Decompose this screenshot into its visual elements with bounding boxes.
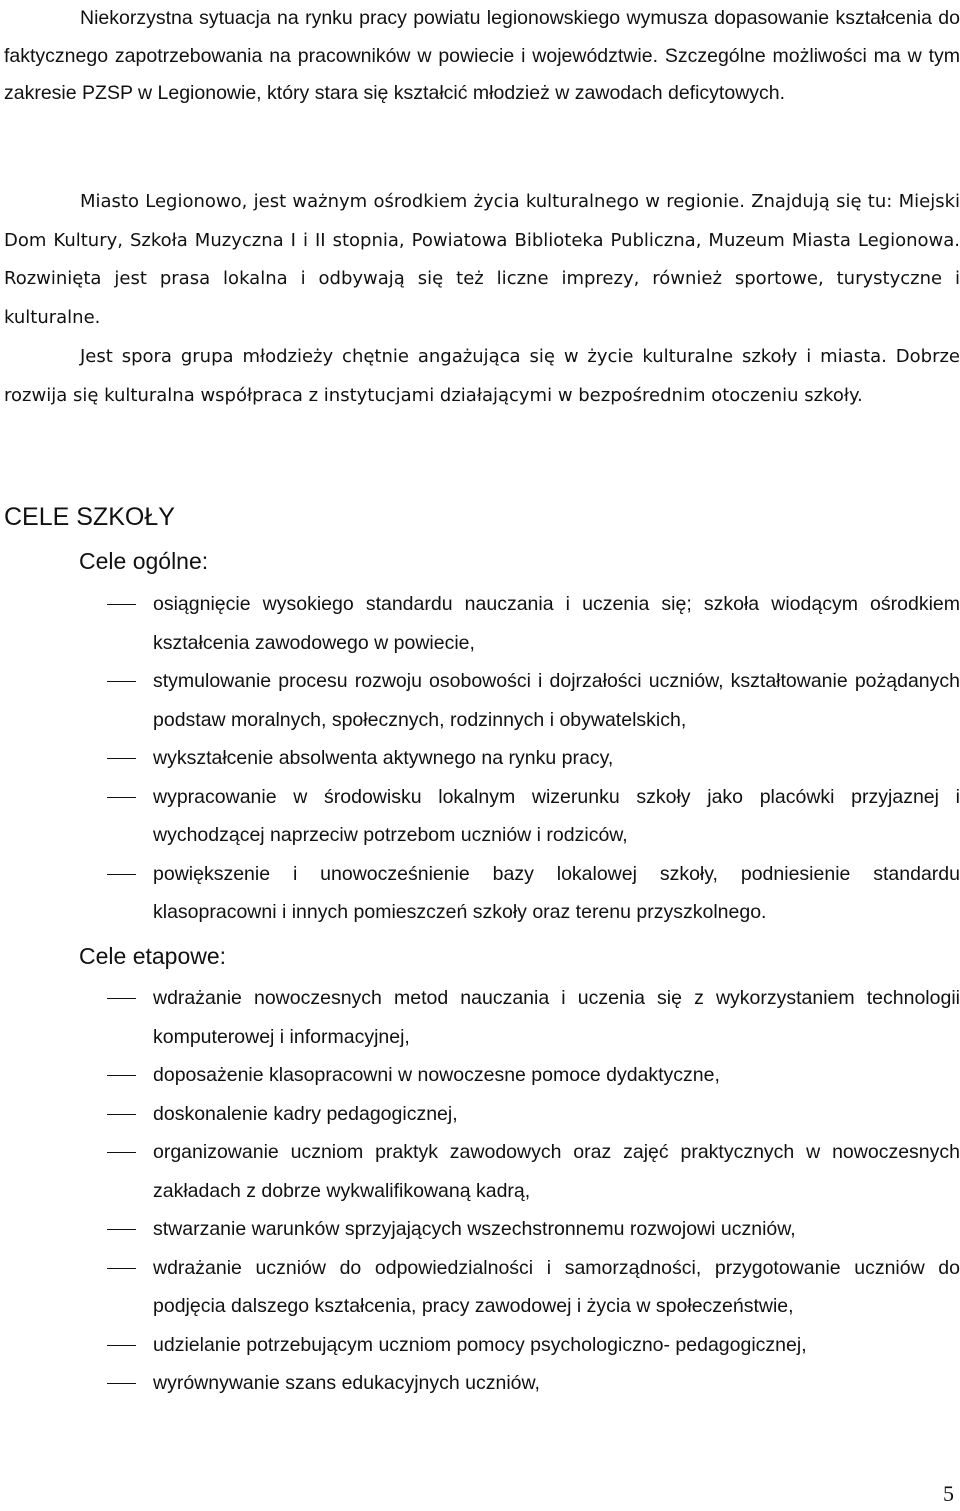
- list-item: [0, 1210, 960, 1249]
- list-item-text: doskonalenie kadry pedagogicznej,: [153, 1102, 458, 1125]
- general-goals-list: [0, 585, 960, 932]
- list-item: [0, 1326, 960, 1365]
- list-item: [0, 1133, 960, 1210]
- list-item-text: stwarzanie warunków sprzyjających wszechstronnemu rozwojowi uczniów,: [153, 1218, 796, 1240]
- list-item: [0, 1095, 960, 1134]
- stage-goals-heading: Cele etapowe:: [79, 943, 227, 969]
- dash-bullet-icon: [107, 998, 136, 999]
- list-item: [0, 662, 960, 739]
- dash-bullet-icon: [107, 681, 136, 682]
- dash-bullet-icon: [107, 1345, 136, 1346]
- list-item-text: wdrażanie uczniów do odpowiedzialności i samorządności, przygotowanie uczniów do podjęcia dalszego kształcenia, pracy zawodowej i życia w społeczeństwie,: [153, 1256, 960, 1317]
- section-title: CELE SZKOŁY: [4, 503, 175, 531]
- dash-bullet-icon: [107, 1152, 136, 1153]
- list-item: [0, 979, 960, 1056]
- dash-bullet-icon: [107, 1268, 136, 1269]
- intro-paragraph-culture: Miasto Legionowo, jest ważnym ośrodkiem życia kulturalnego w regionie. Znajdują się tu: Miejski Dom Kultury, Szkoła Muzyczna I i II stopnia, Powiatowa Biblioteka Publiczna, Muzeum Miasta Legionowa. Rozwinięta jest prasa lokalna i odbywają się też liczne imprezy, również sportowe, turystyczne i kulturalne.: [4, 191, 960, 328]
- dash-bullet-icon: [107, 1075, 136, 1076]
- list-item: [0, 739, 960, 778]
- dash-bullet-icon: [107, 758, 136, 759]
- list-item: [0, 1056, 960, 1095]
- stage-goals-list: [0, 979, 960, 1403]
- intro-paragraph-youth: Jest spora grupa młodzieży chętnie angażująca się w życie kulturalne szkoły i miasta. Dobrze rozwija się kulturalna współpraca z instytucjami działającymi w bezpośrednim otoczeniu szkoły.: [4, 346, 960, 406]
- dash-bullet-icon: [107, 604, 136, 605]
- list-item-text: wypracowanie w środowisku lokalnym wizerunku szkoły jako placówki przyjaznej i wychodzącej naprzeciw potrzebom uczniów i rodziców,: [153, 785, 960, 846]
- dash-bullet-icon: [107, 797, 136, 798]
- list-item: [0, 1249, 960, 1326]
- list-item-text: osiągnięcie wysokiego standardu nauczania i uczenia się; szkoła wiodącym ośrodkiem kształcenia zawodowego w powiecie,: [153, 593, 960, 654]
- list-item-text: wyrównywanie szans edukacyjnych uczniów,: [153, 1372, 540, 1394]
- general-goals-heading: Cele ogólne:: [79, 548, 209, 574]
- list-item-text: powiększenie i unowocześnienie bazy lokalowej szkoły, podniesienie standardu klasopracowni i innych pomieszczeń szkoły oraz terenu przyszkolnego.: [153, 862, 960, 923]
- dash-bullet-icon: [107, 874, 136, 875]
- list-item-text: wykształcenie absolwenta aktywnego na rynku pracy,: [153, 747, 614, 769]
- list-item-text: stymulowanie procesu rozwoju osobowości i dojrzałości uczniów, kształtowanie pożądanych podstaw moralnych, społecznych, rodzinnych i obywatelskich,: [153, 670, 960, 731]
- intro-paragraph-labor-market: Niekorzystna sytuacja na rynku pracy powiatu legionowskiego wymusza dopasowanie kształcenia do faktycznego zapotrzebowania na pracowników w powiecie i województwie. Szczególne możliwości ma w tym zakresie PZSP w Legionowie, który stara się kształcić młodzież w zawodach deficytowych.: [4, 7, 960, 104]
- dash-bullet-icon: [107, 1383, 136, 1384]
- list-item: [0, 585, 960, 662]
- list-item: [0, 778, 960, 855]
- dash-bullet-icon: [107, 1229, 136, 1230]
- list-item-text: organizowanie uczniom praktyk zawodowych oraz zajęć praktycznych w nowoczesnych zakładach z dobrze wykwalifikowaną kadrą,: [153, 1141, 960, 1202]
- list-item: [0, 855, 960, 932]
- dash-bullet-icon: [107, 1114, 136, 1115]
- page-number: 5: [943, 1481, 954, 1506]
- list-item: [0, 1364, 960, 1403]
- list-item-text: wdrażanie nowoczesnych metod nauczania i uczenia się z wykorzystaniem technologii komputerowej i informacyjnej,: [153, 987, 960, 1048]
- list-item-text: udzielanie potrzebującym uczniom pomocy psychologiczno- pedagogicznej,: [153, 1333, 807, 1356]
- list-item-text: doposażenie klasopracowni w nowoczesne pomoce dydaktyczne,: [153, 1064, 720, 1086]
